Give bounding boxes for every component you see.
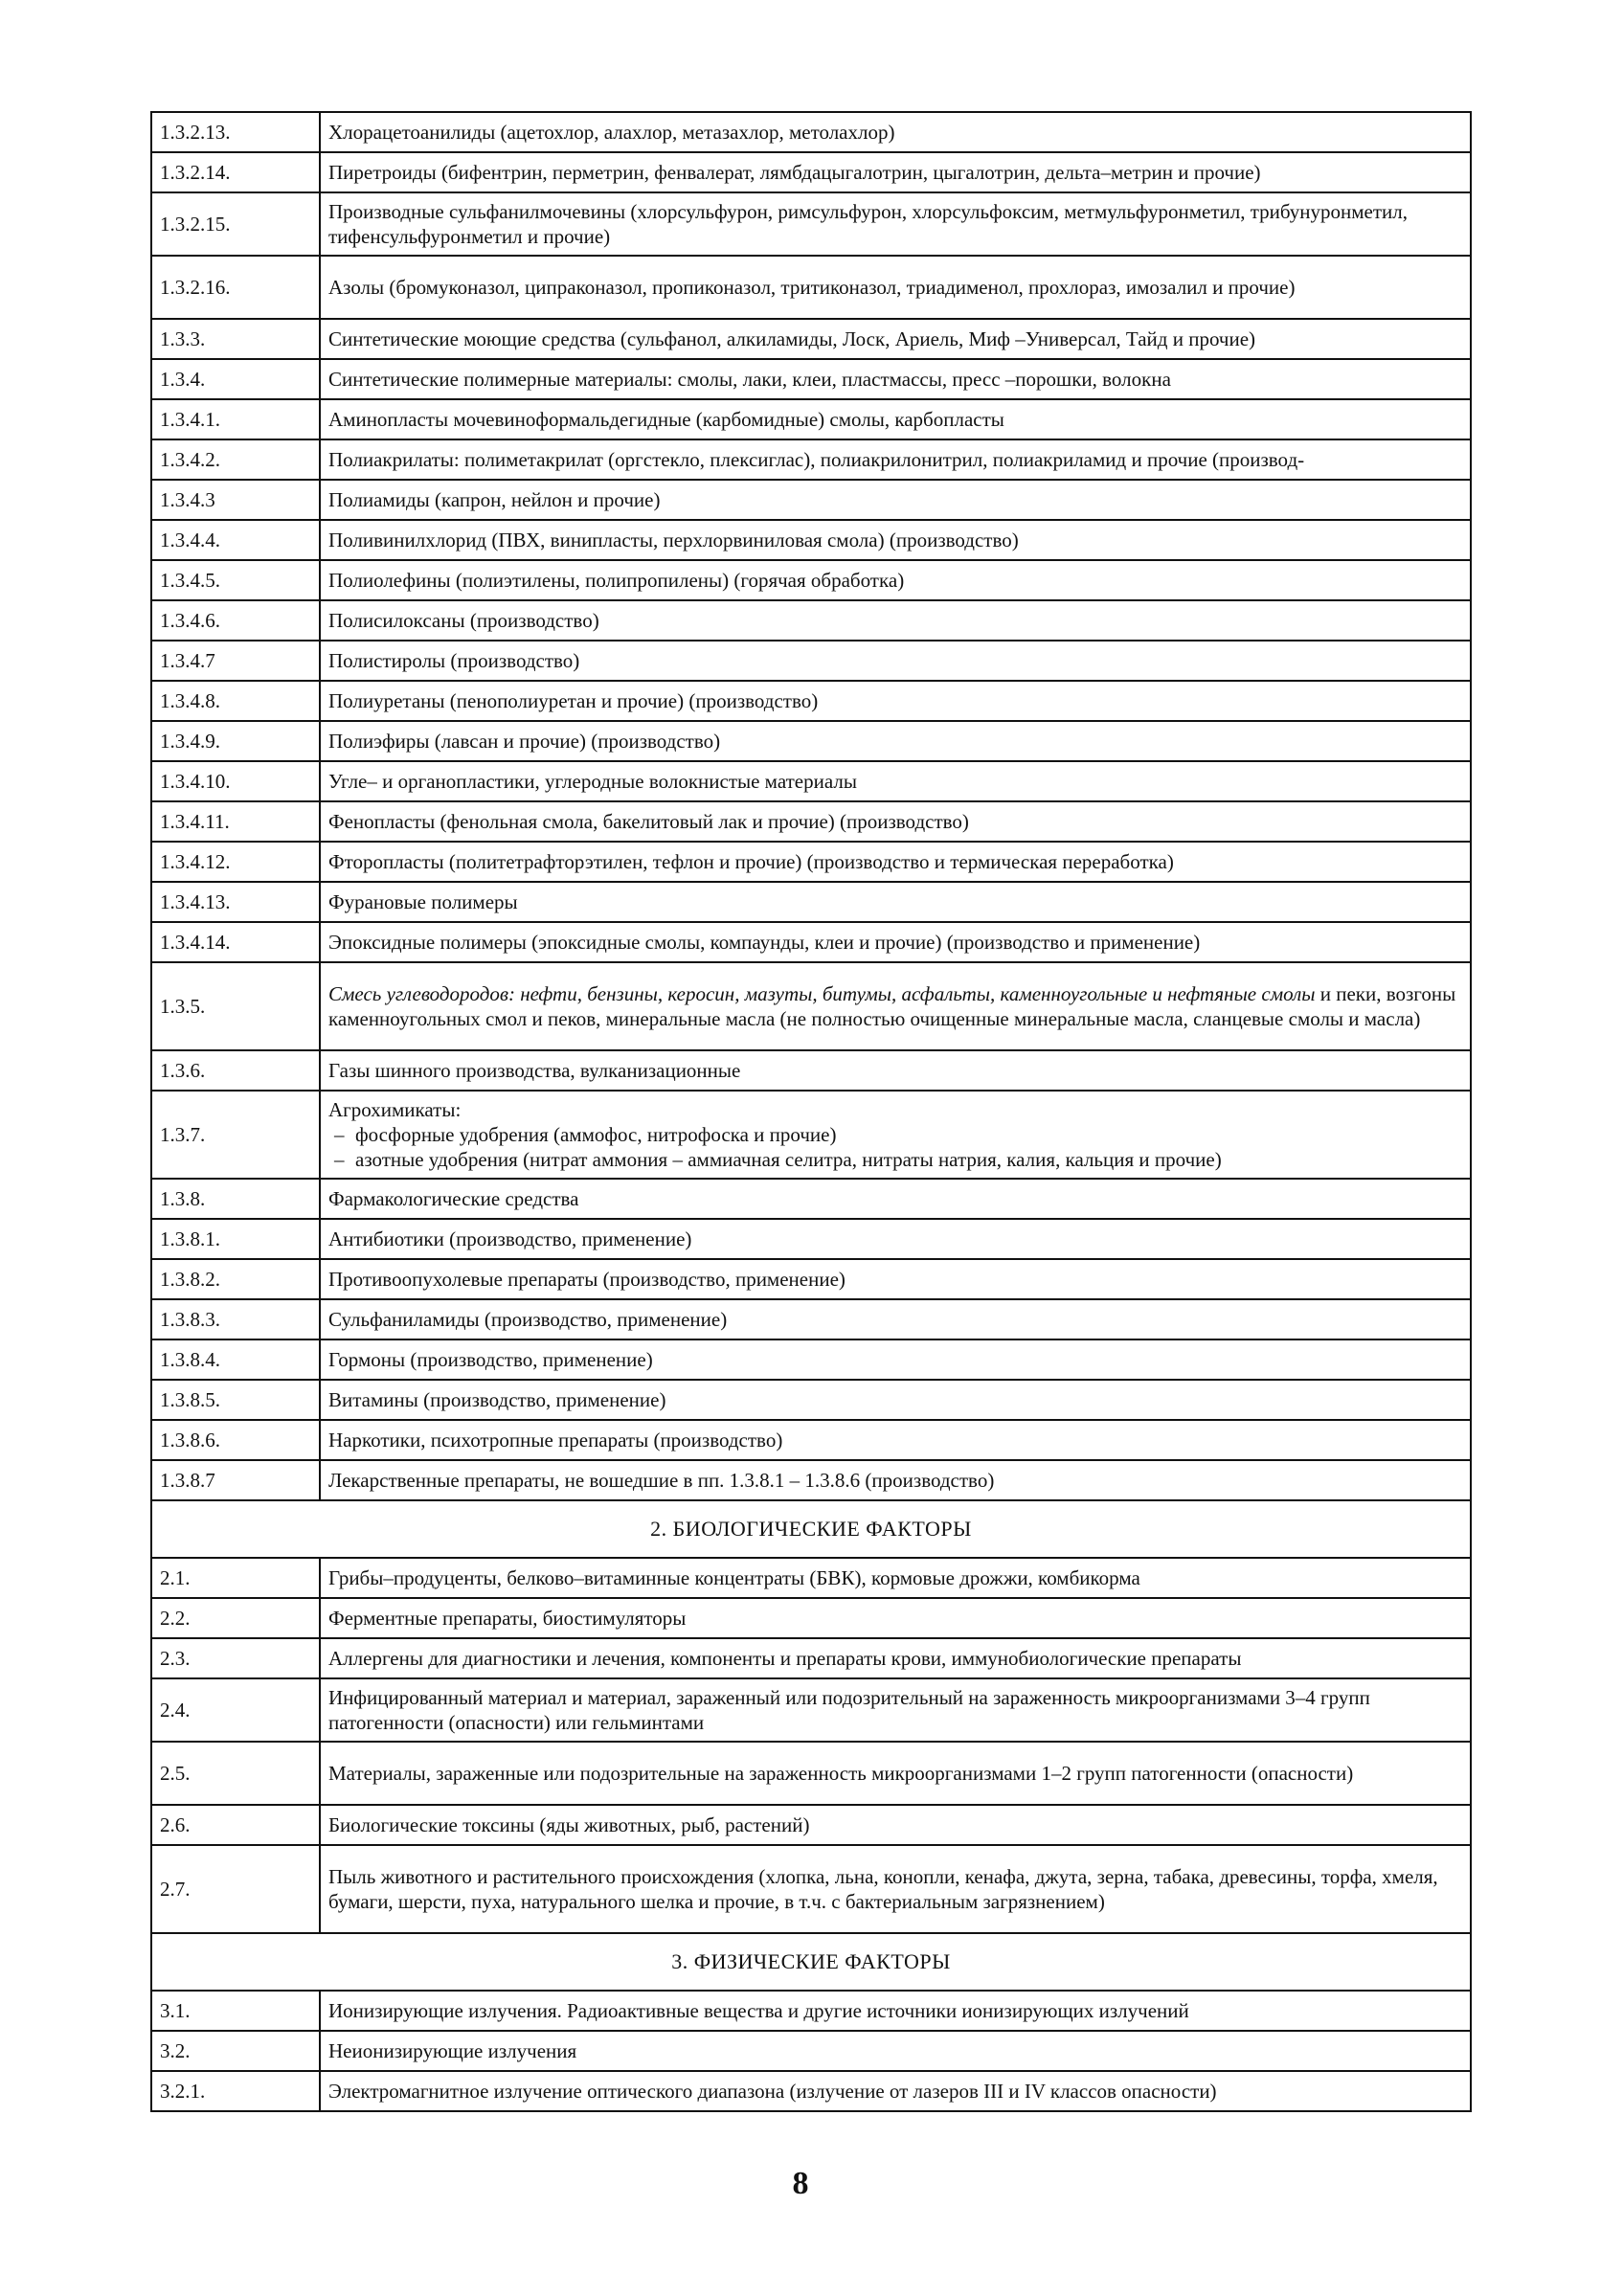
item-code: 2.7. [151,1845,320,1933]
item-description: Аллергены для диагностики и лечения, компоненты и препараты крови, иммунобиологические препараты [320,1638,1471,1678]
item-code: 1.3.3. [151,319,320,359]
item-description: Грибы–продуценты, белково–витаминные концентраты (БВК), кормовые дрожжи, комбикорма [320,1558,1471,1598]
item-description: Лекарственные препараты, не вошедшие в пп. 1.3.8.1 – 1.3.8.6 (производство) [320,1460,1471,1500]
section-heading-biological: 2. БИОЛОГИЧЕСКИЕ ФАКТОРЫ [151,1500,1471,1558]
item-code: 1.3.4.14. [151,922,320,962]
hydrocarbon-mix-label: Смесь углеводородов: нефти, бензины, керосин, мазуты, битумы, асфальты, каменноугольные и нефтяные смолы [328,982,1316,1005]
item-code: 3.1. [151,1991,320,2031]
item-description: Неионизирующие излучения [320,2031,1471,2071]
item-description: Гормоны (производство, применение) [320,1339,1471,1380]
factors-table [150,111,1472,2112]
item-code: 1.3.8.7 [151,1460,320,1500]
item-description: Синтетические моющие средства (сульфанол, алкиламиды, Лоск, Ариель, Миф –Универсал, Тайд и прочие) [320,319,1471,359]
item-description [320,1091,1471,1179]
item-code: 1.3.8. [151,1179,320,1219]
item-description: Полиэфиры (лавсан и прочие) (производство) [320,721,1471,761]
item-code: 1.3.7. [151,1091,320,1179]
item-code: 1.3.4.6. [151,600,320,641]
hydrocarbon-mix-rest: и пеки, возгоны каменноугольных смол и пеков, минеральные масла (не полностью очищенные минеральные масла, сланцевые смолы и масла) [328,982,1456,1030]
item-description: Противоопухолевые препараты (производство, применение) [320,1259,1471,1299]
item-description: Газы шинного производства, вулканизационные [320,1050,1471,1091]
item-code: 1.3.2.13. [151,112,320,152]
item-code: 1.3.4.5. [151,560,320,600]
item-description: Полиамиды (капрон, нейлон и прочие) [320,480,1471,520]
item-description: Полиакрилаты: полиметакрилат (оргстекло, плексиглас), полиакрилонитрил, полиакриламид и прочие (производ- [320,439,1471,480]
item-description: Ферментные препараты, биостимуляторы [320,1598,1471,1638]
item-description: Электромагнитное излучение оптического диапазона (излучение от лазеров III и IV классов опасности) [320,2071,1471,2111]
item-code: 1.3.6. [151,1050,320,1091]
item-description: Наркотики, психотропные препараты (производство) [320,1420,1471,1460]
item-code: 1.3.4.1. [151,399,320,439]
item-code: 1.3.4. [151,359,320,399]
item-description: Полисилоксаны (производство) [320,600,1471,641]
item-description: Фенопласты (фенольная смола, бакелитовый лак и прочие) (производство) [320,801,1471,842]
item-code: 1.3.4.12. [151,842,320,882]
item-description: Биологические токсины (яды животных, рыб, растений) [320,1805,1471,1845]
item-description: Инфицированный материал и материал, зараженный или подозрительный на зараженность микроорганизмами 3–4 групп патогенности (опасности) или гельминтами [320,1678,1471,1742]
list-item: – фосфорные удобрения (аммофос, нитрофоска и прочие) [328,1122,1462,1147]
list-item: – азотные удобрения (нитрат аммония – аммиачная селитра, нитраты натрия, калия, кальция и прочие) [328,1147,1462,1172]
item-code: 2.3. [151,1638,320,1678]
item-description: Сульфаниламиды (производство, применение) [320,1299,1471,1339]
item-description: Эпоксидные полимеры (эпоксидные смолы, компаунды, клеи и прочие) (производство и применение) [320,922,1471,962]
item-description: Витамины (производство, применение) [320,1380,1471,1420]
item-code: 1.3.4.7 [151,641,320,681]
item-code: 1.3.8.2. [151,1259,320,1299]
item-description: Полиуретаны (пенополиуретан и прочие) (производство) [320,681,1471,721]
item-description: Ионизирующие излучения. Радиоактивные вещества и другие источники ионизирующих излучений [320,1991,1471,2031]
item-code: 1.3.2.15. [151,192,320,256]
item-description: Фурановые полимеры [320,882,1471,922]
item-description: Хлорацетоанилиды (ацетохлор, алахлор, метазахлор, метолахлор) [320,112,1471,152]
item-code: 1.3.8.1. [151,1219,320,1259]
item-code: 1.3.5. [151,962,320,1050]
page-number: 8 [792,2166,809,2201]
item-code: 1.3.4.11. [151,801,320,842]
item-code: 1.3.8.4. [151,1339,320,1380]
item-code: 1.3.4.3 [151,480,320,520]
item-code: 1.3.4.4. [151,520,320,560]
item-code: 3.2.1. [151,2071,320,2111]
item-code: 2.6. [151,1805,320,1845]
item-description: Азолы (бромуконазол, ципраконазол, пропиконазол, тритиконазол, триадименол, прохлораз, имозалил и прочие) [320,256,1471,319]
item-code: 1.3.4.13. [151,882,320,922]
item-description: Угле– и органопластики, углеродные волокнистые материалы [320,761,1471,801]
item-description: Пыль животного и растительного происхождения (хлопка, льна, конопли, кенафа, джута, зерна, табака, древесины, торфа, хмеля, бумаги, шерсти, пуха, натурального шелка и прочие, в т.ч. с бактериальным загрязнением) [320,1845,1471,1933]
item-code: 2.2. [151,1598,320,1638]
item-description: Производные сульфанилмочевины (хлорсульфурон, римсульфурон, хлорсульфоксим, метмульфуронметил, трибунуронметил, тифенсульфуронметил и прочие) [320,192,1471,256]
item-code: 1.3.8.5. [151,1380,320,1420]
item-description: Антибиотики (производство, применение) [320,1219,1471,1259]
item-code: 3.2. [151,2031,320,2071]
item-code: 1.3.2.16. [151,256,320,319]
item-description: Фторопласты (политетрафторэтилен, тефлон и прочие) (производство и термическая переработка) [320,842,1471,882]
item-description: Синтетические полимерные материалы: смолы, лаки, клеи, пластмассы, пресс –порошки, волокна [320,359,1471,399]
section-heading-physical: 3. ФИЗИЧЕСКИЕ ФАКТОРЫ [151,1933,1471,1991]
item-description: Полистиролы (производство) [320,641,1471,681]
item-description: Материалы, зараженные или подозрительные на зараженность микроорганизмами 1–2 групп патогенности (опасности) [320,1742,1471,1805]
item-description: Поливинилхлорид (ПВХ, винипласты, перхлорвиниловая смола) (производство) [320,520,1471,560]
item-code: 1.3.4.9. [151,721,320,761]
item-code: 2.4. [151,1678,320,1742]
item-description: Фармакологические средства [320,1179,1471,1219]
item-code: 1.3.8.3. [151,1299,320,1339]
agrochemicals-list [328,1122,1462,1172]
item-description: Аминопласты мочевиноформальдегидные (карбомидные) смолы, карбопласты [320,399,1471,439]
item-code: 1.3.4.2. [151,439,320,480]
agrochemicals-title: Агрохимикаты: [328,1098,462,1121]
item-code: 1.3.8.6. [151,1420,320,1460]
item-code: 1.3.4.10. [151,761,320,801]
item-description: Пиретроиды (бифентрин, перметрин, фенвалерат, лямбдацыгалотрин, цыгалотрин, дельта–метрин и прочие) [320,152,1471,192]
item-code: 2.5. [151,1742,320,1805]
item-code: 2.1. [151,1558,320,1598]
item-description: Полиолефины (полиэтилены, полипропилены) (горячая обработка) [320,560,1471,600]
item-code: 1.3.2.14. [151,152,320,192]
item-code: 1.3.4.8. [151,681,320,721]
item-description [320,962,1471,1050]
